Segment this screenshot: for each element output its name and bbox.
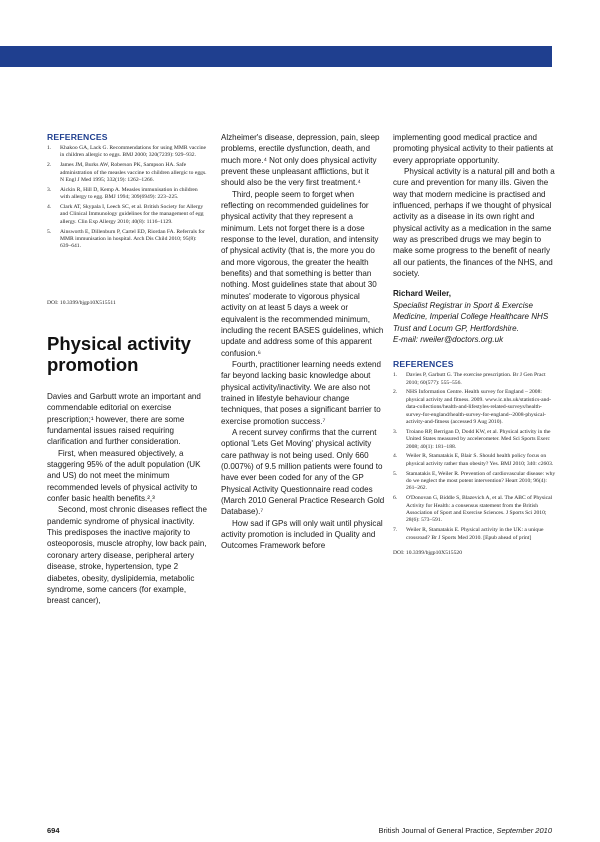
paragraph: Third, people seem to forget when reflecting on recommended guidelines for physical activity that they represent a minimum. Lets not forget there is a dose response to the level, duration, and intensity of physical activity (that is, the more you do and more vigorous, the greater the health benefits) and that something is better than nothing. Most guidelines state that about 30 minutes' moderate to vigorous physical activity on at least 5 days a week or equivalent is the recommended minimum, including the recent BASES guidelines, which update and address some of this apparent confusion.⁶ [221, 189, 384, 358]
page-footer [47, 826, 552, 836]
reference-text: NHS Information Centre. Health survey for England – 2008: physical activity and fitness. 2009. www.ic.nhs.uk/statistics-and-data-collections/health-and-lifestyles-related-surveys/health-survey-for-england/health-survey-for-england--2008-physical-activity-and-fitness (accessed 9 Aug 2010). [406, 389, 552, 426]
reference-item [393, 372, 558, 387]
doi-label: DOI: 10.3399/bjgp10X515520 [393, 550, 462, 557]
reference-number: 6. [393, 495, 398, 502]
reference-number: 2. [393, 389, 398, 396]
reference-text: Khakoo GA, Lack G. Recommendations for using MMR vaccine in children allergic to eggs. BMJ 2000; 320(7239): 929–932. [60, 145, 207, 159]
header-color-bar [0, 46, 552, 67]
reference-item [393, 471, 558, 493]
reference-text: Weiler R, Stamatakis E. Physical activity in the UK: a unique crossroad? Br J Sports Med 2010. [Epub ahead of print] [406, 527, 544, 541]
article-title: Physical activity promotion [47, 333, 191, 375]
author-name: Richard Weiler, [393, 289, 451, 299]
reference-number: 4. [393, 453, 398, 460]
reference-number: 3. [393, 428, 398, 435]
paragraph: How sad if GPs will only wait until physical activity promotion is included in Quality and Outcomes Framework before [221, 518, 383, 551]
reference-item [47, 204, 207, 226]
reference-text: Troiano RP, Berrigan D, Dodd KW, et al. Physical activity in the United States measured by accelerometer. Med Sci Sports Exerc 2008; 40(1): 181–188. [406, 428, 551, 450]
paragraph: implementing good medical practice and promoting physical activity to their patients at every appropriate opportunity. [393, 133, 554, 165]
article-body-col3 [393, 132, 558, 556]
journal-citation [379, 826, 552, 835]
reference-text: Clark AT, Skypala I, Leech SC, et al. British Society for Allergy and Clinical Immunology guidelines for the management of egg allergy. Clin Exp Allergy 2010; 40(8): 1116–1129. [60, 204, 204, 225]
article-body-col1 [47, 391, 210, 607]
reference-text: Ainsworth E, Dillenburn P, Cartel ED, Riordan FA. Referrals for MMR immunisation in hospital. Arch Dis Child 2010; 95(8): 639–641. [60, 228, 205, 250]
reference-item [393, 429, 558, 451]
reference-number: 4. [47, 204, 52, 211]
reference-number: 3. [47, 186, 52, 193]
reference-item [47, 145, 207, 160]
author-email: E-mail: rweiler@doctors.org.uk [393, 334, 504, 344]
reference-number: 2. [47, 162, 52, 169]
paragraph: Physical activity is a natural pill and both a cure and prevention for many ills. Given the way that modern medicine is practised and influenced, perhaps if we thought of physical activity as a disease in its own right and physical activity as a medication in the same way as prescribed drugs we may begin to make some progress to the benefit of nearly all our patients, the finances of the NHS, and society. [393, 167, 555, 279]
paragraph: Fourth, practitioner learning needs extend far beyond lacking basic knowledge about physical activity/inactivity. We are also not trained in lifestyle behaviour change techniques, that poses a significant barrier to exercise promotion success.⁷ [221, 359, 381, 426]
references-heading: REFERENCES [393, 359, 454, 370]
doi-label: DOI: 10.3399/bjgp10X515511 [47, 300, 116, 306]
reference-number: 1. [393, 372, 398, 379]
author-affiliation-3: Trust and Locum GP, Hertfordshire. [393, 323, 519, 333]
reference-item [47, 229, 207, 251]
reference-text: Davies P, Garbutt G. The exercise prescription. Br J Gen Pract 2010; 60(577): 555–556. [406, 372, 546, 386]
reference-number: 5. [393, 470, 398, 477]
reference-list [47, 145, 207, 251]
reference-item [393, 495, 558, 525]
paragraph: Alzheimer's disease, depression, pain, sleep problems, erectile dysfunction, death, and much more.⁴ Not only does physical activity prevent these unpleasant afflictions, but it should also be the very first treatment.⁴ [221, 133, 380, 188]
reference-item [47, 162, 207, 184]
reference-number: 1. [47, 145, 52, 151]
reference-text: Stamatakis E, Weiler R. Prevention of cardiovascular disease: why do we neglect the most potent intervention? Heart 2010; 96(4): 261–262. [406, 470, 556, 492]
reference-item [393, 527, 558, 542]
reference-text: O'Donovan G, Biddle S, Blazevich A, et al. The ABC of Physical Activity for Health: a consensus statement from the British Association of Sport and Exercise Sciences. J Sports Sci 2010; 28(6): 573–591. [406, 495, 553, 524]
paragraph: First, when measured objectively, a staggering 95% of the adult population (UK and US) do not meet the minimum recommended levels of physical activity to confer basic health benefits.²,³ [47, 448, 201, 504]
reference-list [393, 372, 558, 542]
reference-item [47, 187, 207, 202]
reference-text: James JM, Burks AW, Roberson PK, Sampson HA. Safe administration of the measles vaccine to children allergic to eggs. N Engl J Med 1995; 332(19): 1262–1266. [60, 162, 207, 184]
author-affiliation-2: Medicine, Imperial College Healthcare NHS [393, 312, 549, 322]
reference-item [393, 389, 558, 426]
paragraph: Second, most chronic diseases reflect the pandemic syndrome of physical inactivity. This predisposes the inactive majority to osteoporosis, muscle atrophy, low back pain, coronary artery disease, peripheral artery disease, stroke, hypertension, type 2 diabetes, obesity, dyslipidemia, metabolic syndrome, some cancers (for example, breast cancer), [47, 505, 207, 606]
article-body-col2 [221, 132, 386, 552]
page-number: 694 [47, 826, 60, 835]
journal-name: British Journal of General Practice, [378, 826, 495, 835]
paragraph: A recent survey confirms that the current optional 'Lets Get Moving' physical activity care pathway is not being used. Only 660 (0.007%) of 9.5 million patients were found to have ever been coded for any of the GP Physical Activity Questionnaire read codes (March 2010 General Practice Research Gold Database).⁷ [221, 427, 385, 517]
reference-text: Weiler R, Stamatakis E, Blair S. Should health policy focus on physical activity rather than obesity? Yes. BMJ 2010; 340: c2603. [406, 453, 554, 467]
references-heading: REFERENCES [47, 132, 108, 142]
reference-number: 7. [393, 527, 398, 534]
author-affiliation-1: Specialist Registrar in Sport & Exercise [393, 300, 533, 310]
left-references-column [47, 132, 207, 306]
paragraph: Davies and Garbutt wrote an important and commendable editorial on exercise prescription;¹ however, there are some fundamental issues raised requiring clarification and further consideration. [47, 392, 201, 447]
reference-number: 5. [47, 228, 52, 235]
author-signature [393, 288, 558, 345]
reference-text: Aickin R, Hill D, Kemp A. Measles immunisation in children with allergy to egg. BMJ 1994; 309(6949): 223–225. [60, 186, 198, 201]
journal-date: September 2010 [496, 826, 552, 835]
reference-item [393, 453, 558, 468]
